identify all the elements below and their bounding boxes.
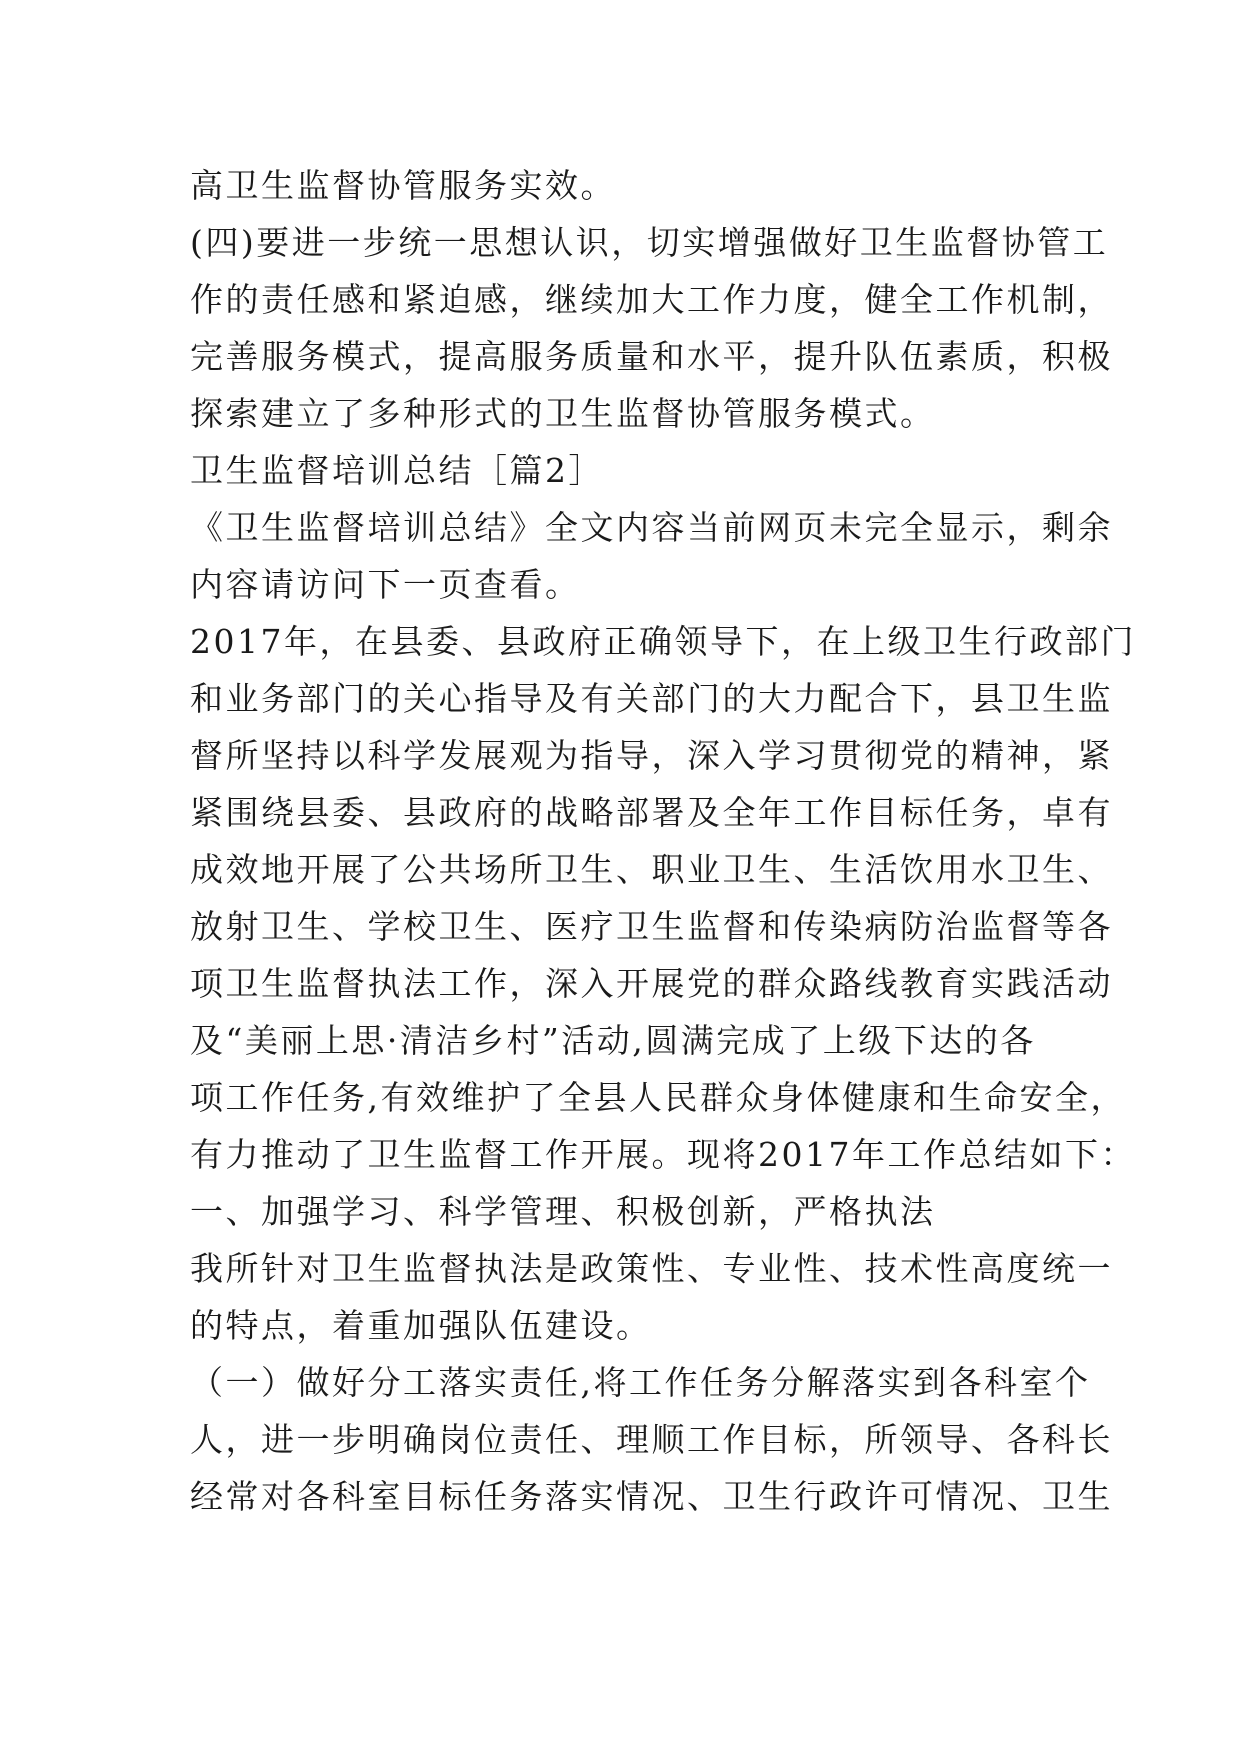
text-line: 完善服务模式，提高服务质量和水平，提升队伍素质，积极 <box>190 337 1113 376</box>
text-line: 和业务部门的关心指导及有关部门的大力配合下，县卫生监 <box>190 679 1113 718</box>
section-heading: 卫生监督培训总结［篇2］ <box>190 451 604 490</box>
text-line: 高卫生监督协管服务实效。 <box>190 166 616 205</box>
text-line: 人，进一步明确岗位责任、理顺工作目标，所领导、各科长 <box>190 1420 1113 1459</box>
text-line: 放射卫生、学校卫生、医疗卫生监督和传染病防治监督等各 <box>190 907 1113 946</box>
text-line: 探索建立了多种形式的卫生监督协管服务模式。 <box>190 394 936 433</box>
document-body <box>190 157 1136 1525</box>
text-line: 作的责任感和紧迫感，继续加大工作力度，健全工作机制， <box>190 280 1113 319</box>
text-line: 有力推动了卫生监督工作开展。现将2017年工作总结如下： <box>190 1135 1136 1174</box>
text-line: (四)要进一步统一思想认识，切实增强做好卫生监督协管工 <box>190 223 1109 262</box>
subsection-heading: 一、加强学习、科学管理、积极创新，严格执法 <box>190 1192 936 1231</box>
text-line: 紧围绕县委、县政府的战略部署及全年工作目标任务，卓有 <box>190 793 1113 832</box>
text-line: 《卫生监督培训总结》全文内容当前网页未完全显示，剩余 <box>190 508 1113 547</box>
text-line: 成效地开展了公共场所卫生、职业卫生、生活饮用水卫生、 <box>190 850 1113 889</box>
text-line: 我所针对卫生监督执法是政策性、专业性、技术性高度统一 <box>190 1249 1113 1288</box>
text-line: 及“美丽上思·清洁乡村”活动,圆满完成了上级下达的各 <box>190 1021 1036 1060</box>
text-line: 的特点，着重加强队伍建设。 <box>190 1306 652 1345</box>
text-line: 项卫生监督执法工作，深入开展党的群众路线教育实践活动 <box>190 964 1113 1003</box>
text-line: 内容请访问下一页查看。 <box>190 565 581 604</box>
text-line: （一）做好分工落实责任,将工作任务分解落实到各科室个 <box>190 1363 1091 1402</box>
text-line: 督所坚持以科学发展观为指导，深入学习贯彻党的精神，紧 <box>190 736 1113 775</box>
text-line: 2017年，在县委、县政府正确领导下，在上级卫生行政部门 <box>190 622 1136 661</box>
text-line: 项工作任务,有效维护了全县人民群众身体健康和生命安全， <box>190 1078 1126 1117</box>
text-line: 经常对各科室目标任务落实情况、卫生行政许可情况、卫生 <box>190 1477 1113 1516</box>
